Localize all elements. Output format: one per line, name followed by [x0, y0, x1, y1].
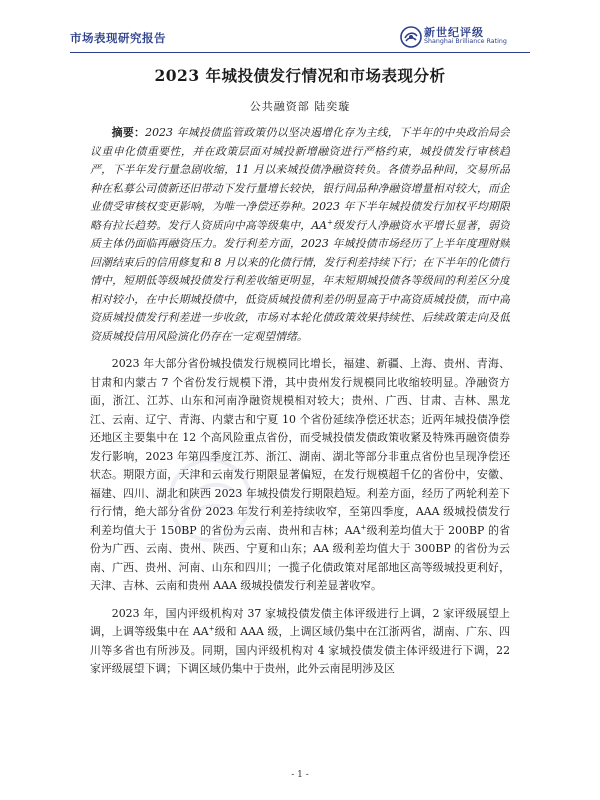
author-line: 公共融资部 陆奕璇: [249, 100, 351, 113]
body-paragraph-2: [90, 355, 510, 596]
para2-sup: +: [360, 522, 367, 531]
body-paragraph-3: [90, 605, 510, 679]
abstract-paragraph: [90, 124, 510, 346]
page-number: - 1 -: [291, 770, 309, 780]
abstract-sup: +: [327, 217, 333, 226]
para3-sup: +: [208, 624, 215, 633]
para2-text-2: 级利差均值大于 200BP 的省份为广西、云南、贵州、陕西、宁夏和山东；AA 级利差均值大于 300BP 的省份为云南、广西、贵州、河南、山东和四川；一揽子化债政策对尾部地区高等级城投更利好，天津、吉林、云南和贵州 AAA 级城投债发行利差显著收窄。: [90, 523, 510, 592]
abstract-text-2: 级发行人净融资水平增长显著，弱资质主体仍面临再融资压力。发行利差方面，2023 年城投债市场经历了上半年度理财赎回潮结束后的信用修复和 8 月以来的化债行情，发行利差持续下行；在下半年的化债行情中，短期低等级城投债发行利差收缩更明显，年末短期城投债各等级间的利差区分度相对较小，在中长期城投债中，低资质城投债利差仍明显高于中高资质城投债，而中高资质城投债发行利差进一步收敛，市场对本轮化债政策效果持续性、后续政策走向及低资质城投信用风险演化仍存在一定观望情绪。: [90, 218, 510, 343]
brand-name-en: Shanghai Brilliance Rating: [424, 38, 507, 45]
page-header: [70, 22, 530, 53]
brilliance-logo-icon: [400, 26, 422, 48]
para2-text-1: 2023 年大部分省份城投债发行规模同比增长，福建、新疆、上海、贵州、青海、甘肃和内蒙古 7 个省份发行规模下滑，其中贵州发行规模同比收缩较明显。净融资方面，浙江、江苏、山东和河南净融资规模相对较大；贵州、广西、甘肃、吉林、黑龙江、云南、辽宁、青海、内蒙古和宁夏 10 个省份延续净偿还状态；近两年城投债净偿还地区主要集中在 12 个高风险重点省份，而受城投债发债政策收紧及特殊再融资债券发行影响，2023 年第四季度江苏、浙江、湖南、湖北等部分非重点省份也呈现净偿还状态。期限方面，天津和云南发行期限显著偏短，在发行规模超千亿的省份中，安徽、福建、四川、湖北和陕西 2023 年城投债发行期限趋短。利差方面，经历了两轮利差下行行情，绝大部分省份 2023 年发行利差持续收窄，至第四季度，AAA 级城投债发行利差均值大于 150BP 的省份为云南、贵州和吉林；AA: [90, 357, 510, 537]
brand-name-cn: 新世纪评级: [424, 26, 484, 39]
para3-text-2: 级和 AAA 级，上调区域仍集中在江浙两省，湖南、广东、四川等多省也有所涉及。同期，国内评级机构对 4 家城投债发债主体评级进行下调，22 家评级展望下调；下调区域仍集中于贵州，此外云南昆明涉及区: [90, 625, 510, 675]
brand-logo: [400, 22, 530, 50]
abstract-text-1: 2023 年城投债监管政策仍以坚决遏增化存为主线，下半年的中央政治局会议重申化债重要性，并在政策层面对城投新增融资进行严格约束，城投债发行审核趋严，下半年发行量急剧收缩，11 月以来城投债净融资转负。各债券品种间，交易所品种在私募公司债新还旧带动下发行量增长较快，银行间品种净融资增量相对较大，而企业债受审核权变更影响，为唯一净偿还券种。2023 年下半年城投债发行加权平均期限略有拉长趋势。发行人资质向中高等级集中，AA: [90, 126, 510, 232]
document-title: 2023 年城投债发行情况和市场表现分析: [154, 66, 446, 85]
para3-text-1: 2023 年，国内评级机构对 37 家城投债发债主体评级进行上调，2 家评级展望上调，上调等级集中在 AA: [90, 606, 510, 638]
report-series-title: 市场表现研究报告: [70, 31, 166, 45]
abstract-label: 摘要：: [111, 126, 146, 139]
document-body: [90, 124, 510, 764]
